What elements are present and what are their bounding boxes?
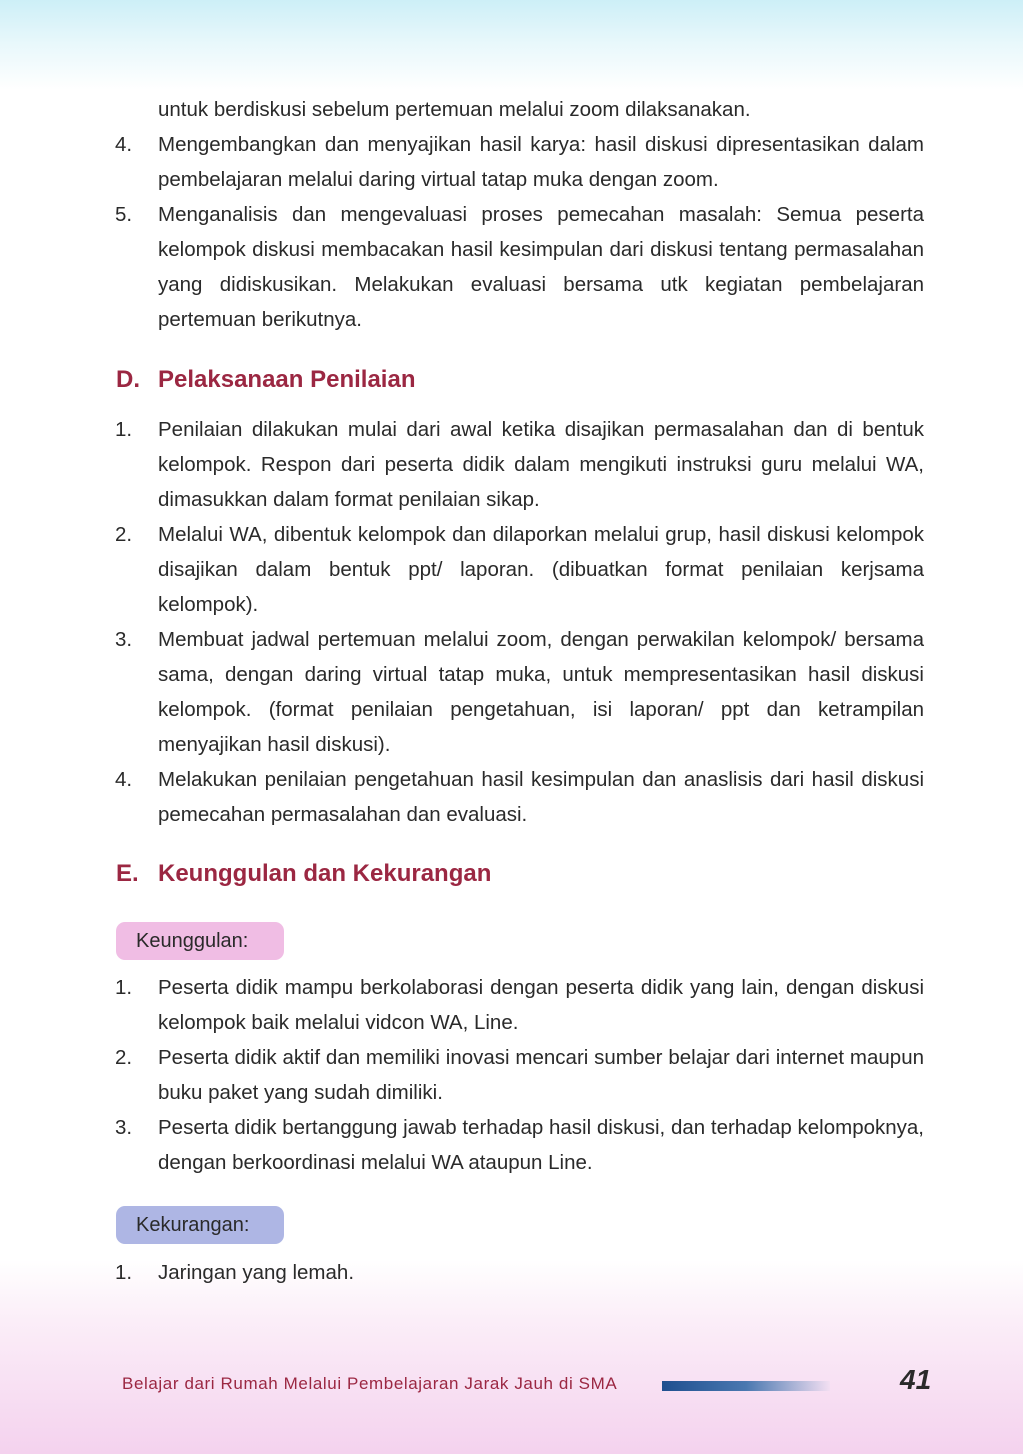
list-text: Jaringan yang lemah. [158,1261,355,1284]
section-d-heading [116,366,415,394]
list-number: 4. [115,768,133,791]
list-number: 1. [115,976,133,999]
section-e-heading [116,860,491,888]
list-number: 3. [115,1116,133,1139]
weaknesses-list [113,1255,924,1290]
strengths-list [113,970,924,1180]
list-text: Membuat jadwal pertemuan melalui zoom, dengan perwakilan kelompok/ bersama sama, dengan daring virtual tatap muka, untuk mempresentasikan hasil diskusi kelompok. (format penilaian pengetahuan, isi laporan/ ppt dan ketrampilan menyajikan hasil diskusi). [158,628,924,756]
list-number: 1. [115,1261,133,1284]
list-number: 2. [115,523,133,546]
list-text: Menganalisis dan mengevaluasi proses pemecahan masalah: Semua peserta kelompok diskusi membacakan hasil kesimpulan dari diskusi tentang permasalahan yang didiskusikan. Melakukan evaluasi bersama utk kegiatan pembelajaran pertemuan berikutnya. [158,203,924,331]
list-item [113,412,924,517]
list-item [113,622,924,762]
section-d-list [113,412,924,832]
weaknesses-label-badge: Kekurangan: [116,1206,284,1244]
list-item [113,517,924,622]
section-e-letter: E. [116,860,139,887]
list-item [113,970,924,1040]
list-text: Penilaian dilakukan mulai dari awal ketika disajikan permasalahan dan di bentuk kelompok. Respon dari peserta didik dalam mengikuti instruksi guru melalui WA, dimasukkan dalam format penilaian sikap. [158,418,924,511]
list-item [113,1040,924,1110]
list-text: Melalui WA, dibentuk kelompok dan dilaporkan melalui grup, hasil diskusi kelompok disajikan dalam bentuk ppt/ laporan. (dibuatkan format penilaian kerjsama kelompok). [158,523,924,616]
list-item [113,127,924,197]
footer-book-title: Belajar dari Rumah Melalui Pembelajaran Jarak Jauh di SMA [122,1374,618,1393]
list-item [113,1110,924,1180]
list-number: 1. [115,418,133,441]
list-item [113,762,924,832]
intro-list [113,92,924,337]
section-d-letter: D. [116,366,140,393]
list-number: 2. [115,1046,133,1069]
footer-decorative-bar [662,1381,830,1391]
page-number: 41 [900,1364,932,1395]
section-d-title: Pelaksanaan Penilaian [158,366,416,393]
list-text: Peserta didik mampu berkolaborasi dengan peserta didik yang lain, dengan diskusi kelompok baik melalui vidcon WA, Line. [158,976,924,1034]
list-text: Melakukan penilaian pengetahuan hasil kesimpulan dan anaslisis dari hasil diskusi pemecahan permasalahan dan evaluasi. [158,768,924,826]
list-text: Mengembangkan dan menyajikan hasil karya: hasil diskusi dipresentasikan dalam pembelajaran melalui daring virtual tatap muka dengan zoom. [158,133,924,191]
list-number: 3. [115,628,133,651]
strengths-label-badge: Keunggulan: [116,922,284,960]
list-item [113,1255,924,1290]
list-item-continuation: untuk berdiskusi sebelum pertemuan melalui zoom dilaksanakan. [158,98,751,121]
list-item [113,197,924,337]
list-number: 4. [115,133,133,156]
list-text: Peserta didik aktif dan memiliki inovasi mencari sumber belajar dari internet maupun buku paket yang sudah dimiliki. [158,1046,924,1104]
section-e-title: Keunggulan dan Kekurangan [158,860,492,887]
list-text: Peserta didik bertanggung jawab terhadap hasil diskusi, dan terhadap kelompoknya, dengan berkoordinasi melalui WA ataupun Line. [158,1116,924,1174]
list-number: 5. [115,203,133,226]
